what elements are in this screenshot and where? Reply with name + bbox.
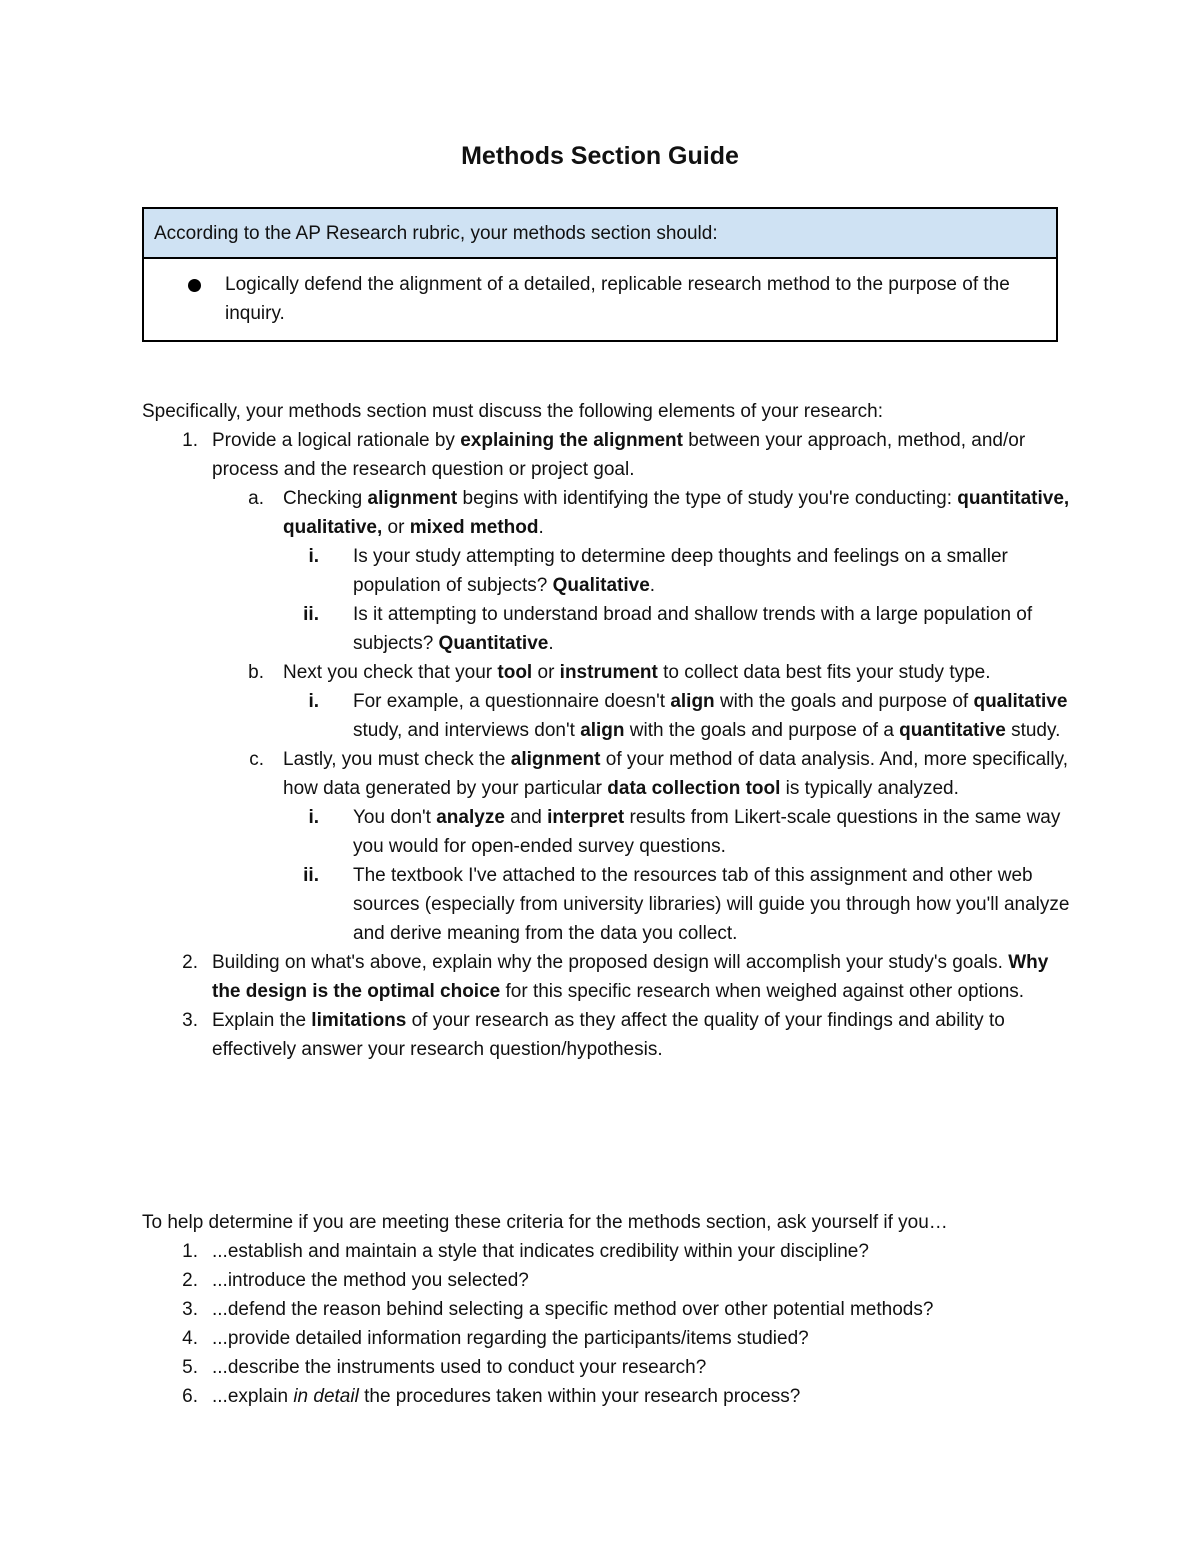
rubric-header: According to the AP Research rubric, your methods section should: [144,209,1056,259]
list-item [142,600,1072,658]
list-item [142,1006,1072,1064]
list-text: Lastly, you must check the [283,749,511,770]
list-emphasis: qualitative [973,691,1068,712]
list-marker: 4. [182,1328,198,1349]
list-text: to collect data best fits your study type. [657,662,991,683]
list-item [142,1324,1072,1353]
list-item [142,1237,1072,1266]
list-emphasis: align [670,691,715,712]
list-text: ...establish and maintain a style that indicates credibility within your discipline? [212,1241,869,1262]
list-text: Provide a logical rationale by [212,430,461,451]
list-marker: a. [248,488,264,509]
list-emphasis: Quantitative [438,633,549,654]
list-item [142,948,1072,1006]
list-emphasis: Qualitative [552,575,650,596]
list-emphasis: analyze [436,807,505,828]
bullet-icon [188,279,201,292]
list-text: is typically analyzed. [780,778,959,799]
requirements-section [142,397,1072,1064]
list-marker: i. [308,807,319,828]
list-text: ...introduce the method you selected? [212,1270,529,1291]
list-text: and [504,807,548,828]
list-emphasis: instrument [559,662,658,683]
list-marker: 2. [182,952,198,973]
list-marker: 1. [182,1241,198,1262]
list-marker: i. [308,691,319,712]
list-item [142,687,1072,745]
list-text: the procedures taken within your research process? [358,1386,801,1407]
list-emphasis: quantitative [899,720,1006,741]
list-marker: 6. [182,1386,198,1407]
list-item [142,1353,1072,1382]
list-emphasis: mixed method [409,517,539,538]
list-emphasis: in detail [293,1386,359,1407]
list-text: . [548,633,554,654]
list-item [142,1295,1072,1324]
list-text: For example, a questionnaire doesn't [353,691,671,712]
list-marker: 5. [182,1357,198,1378]
list-emphasis: alignment [367,488,458,509]
list-text: or [532,662,560,683]
list-item [142,484,1072,542]
list-item [142,861,1072,948]
list-text: Checking [283,488,368,509]
list-text: or [382,517,410,538]
list-text: with the goals and purpose of [714,691,974,712]
self-check-section [142,1208,1072,1411]
rubric-bullet-text: Logically defend the alignment of a detailed, replicable research method to the purpose of the inquiry. [225,274,1010,324]
list-text: results from Likert-scale questions in the same way you would for open-ended survey questions. [353,807,1061,857]
list-text: for this specific research when weighed against other options. [500,981,1025,1002]
list-text: Is your study attempting to determine deep thoughts and feelings on a smaller population of subjects? [353,546,1008,596]
list-marker: i. [308,546,319,567]
list-emphasis: alignment [510,749,601,770]
list-marker: 2. [182,1270,198,1291]
list-item [142,1266,1072,1295]
list-marker: c. [249,749,264,770]
list-text: ...defend the reason behind selecting a specific method over other potential methods? [212,1299,934,1320]
list-item [142,745,1072,803]
list-emphasis: quantitative, qualitative, [283,488,1070,538]
list-text: You don't [353,807,437,828]
list-marker: b. [248,662,264,683]
list-emphasis: limitations [311,1010,407,1031]
list-text: Is it attempting to understand broad and shallow trends with a large population of subjects? [353,604,1033,654]
list-text: Next you check that your [283,662,498,683]
list-marker: 1. [182,430,198,451]
list-text: Explain the [212,1010,312,1031]
list-text: begins with identifying the type of study you're conducting: [457,488,958,509]
list-marker: 3. [182,1010,198,1031]
list-text: ...describe the instruments used to conduct your research? [212,1357,707,1378]
rubric-table [142,207,1058,342]
list-text: . [538,517,544,538]
list-emphasis: Why the design is the optimal choice [212,952,1049,1002]
rubric-body [144,259,1056,340]
list-text: with the goals and purpose of a [624,720,900,741]
list-marker: 3. [182,1299,198,1320]
list-marker: ii. [303,865,319,886]
list-text: ...provide detailed information regarding the participants/items studied? [212,1328,809,1349]
list-emphasis: align [580,720,625,741]
list-text: Building on what's above, explain why the proposed design will accomplish your study's goals. [212,952,1009,973]
list-emphasis: tool [497,662,533,683]
list-item [142,803,1072,861]
list-text: between your approach, method, and/or process and the research question or project goal. [212,430,1026,480]
list-item [142,1382,1072,1411]
self-check-intro: To help determine if you are meeting these criteria for the methods section, ask yourself if you… [142,1212,948,1233]
list-marker: ii. [303,604,319,625]
list-text: . [649,575,656,596]
list-text: of your research as they affect the quality of your findings and ability to effectively answer your research question/hypothesis. [212,1010,1005,1060]
page-title: Methods Section Guide [461,142,739,170]
list-text: study, and interviews don't [353,720,581,741]
list-emphasis: explaining the alignment [460,430,683,451]
list-text: of your method of data analysis. And, more specifically, how data generated by your particular [283,749,1068,799]
list-text: ...explain [212,1386,294,1407]
list-emphasis: interpret [547,807,625,828]
list-text: The textbook I've attached to the resources tab of this assignment and other web sources (especially from university libraries) will guide you through how you'll analyze and derive meaning from the data you collect. [353,865,1070,944]
list-emphasis: data collection tool [607,778,781,799]
requirements-intro: Specifically, your methods section must discuss the following elements of your research: [142,401,883,422]
list-item [142,658,1072,687]
list-item [142,542,1072,600]
list-item [142,426,1072,484]
list-text: study. [1005,720,1061,741]
